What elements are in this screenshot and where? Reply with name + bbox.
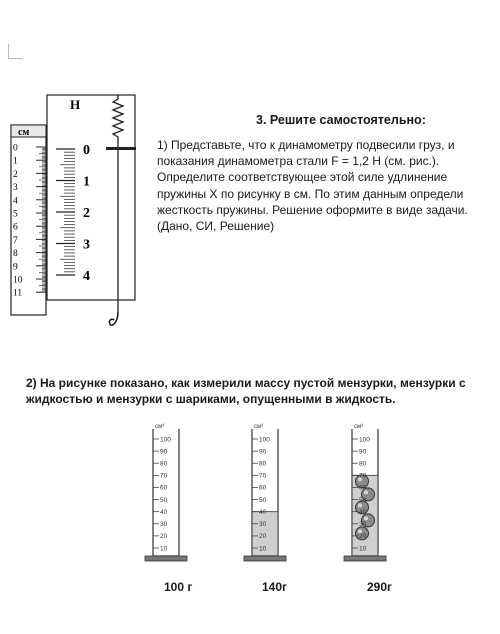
task1-text bbox=[157, 137, 497, 234]
volume-tick-label: 50 bbox=[259, 496, 267, 504]
newton-tick-label: 1 bbox=[83, 174, 90, 190]
cm-tick-label: 2 bbox=[13, 169, 18, 180]
cm-tick-label: 8 bbox=[13, 249, 18, 260]
volume-tick-label: 100 bbox=[359, 436, 370, 444]
cylinders-figure bbox=[0, 415, 500, 580]
volume-tick-label: 100 bbox=[259, 436, 270, 444]
cm-tick-label: 10 bbox=[13, 275, 23, 286]
task1-line: показания динамометра стали F = 1,2 Н (см. рис.). bbox=[157, 154, 440, 169]
volume-unit-label: см³ bbox=[254, 424, 264, 430]
task1-line: жесткость пружины. Решение оформите в виде задачи. bbox=[157, 202, 468, 217]
task1-line: Определите соответствующее этой силе удлинение bbox=[157, 170, 448, 185]
hook bbox=[109, 312, 118, 325]
cm-tick-label: 5 bbox=[13, 209, 18, 220]
graduated-cylinder bbox=[244, 424, 286, 561]
volume-tick-label: 30 bbox=[160, 521, 168, 529]
task-title: 3. Решите самостоятельно: bbox=[256, 113, 426, 127]
corner-mark bbox=[8, 44, 23, 59]
volume-tick-label: 40 bbox=[160, 508, 168, 516]
cm-tick-label: 0 bbox=[13, 143, 18, 154]
volume-tick-label: 80 bbox=[259, 460, 267, 468]
volume-tick-label: 40 bbox=[259, 508, 267, 516]
task2-text: 2) На рисунке показано, как измерили массу пустой мензурки, мензурки с жидкостью и мензурки с шариками, опущенными в жидкость. bbox=[26, 376, 466, 406]
cm-tick-label: 7 bbox=[13, 235, 18, 246]
volume-tick-label: 50 bbox=[359, 496, 367, 504]
cm-tick-label: 6 bbox=[13, 222, 18, 233]
volume-tick-label: 70 bbox=[160, 472, 168, 480]
mass-label-liquid: 140г bbox=[262, 580, 288, 594]
cm-tick-label: 11 bbox=[13, 288, 23, 299]
graduated-cylinder bbox=[145, 424, 187, 561]
volume-tick-label: 20 bbox=[259, 533, 267, 541]
ball-highlight bbox=[364, 516, 368, 520]
cm-tick-label: 4 bbox=[13, 196, 18, 207]
newton-unit-label: Н bbox=[70, 97, 81, 112]
mass-label-empty: 100 г bbox=[164, 580, 193, 594]
cm-tick-label: 9 bbox=[13, 262, 18, 273]
volume-tick-label: 10 bbox=[160, 545, 168, 553]
dynamometer-figure bbox=[0, 90, 150, 340]
mass-label-balls: 290г bbox=[367, 580, 393, 594]
volume-tick-label: 80 bbox=[160, 460, 168, 468]
volume-unit-label: см³ bbox=[155, 424, 165, 430]
newton-tick-label: 2 bbox=[83, 206, 90, 221]
volume-tick-label: 60 bbox=[359, 484, 367, 492]
newton-tick-label: 0 bbox=[83, 143, 90, 158]
volume-tick-label: 30 bbox=[359, 521, 367, 529]
volume-tick-label: 20 bbox=[160, 533, 168, 541]
volume-tick-label: 50 bbox=[160, 496, 168, 504]
graduated-cylinder bbox=[344, 424, 386, 561]
volume-tick-label: 90 bbox=[160, 448, 168, 456]
cm-unit-label: см bbox=[18, 127, 30, 138]
volume-tick-label: 40 bbox=[359, 508, 367, 516]
pointer bbox=[106, 147, 136, 150]
volume-tick-label: 10 bbox=[259, 545, 267, 553]
newton-tick-label: 3 bbox=[83, 237, 90, 253]
volume-tick-label: 100 bbox=[160, 436, 171, 444]
task1-line: 1) Представьте, что к динамометру подвесили груз, и bbox=[157, 138, 455, 152]
volume-tick-label: 90 bbox=[259, 448, 267, 456]
newton-tick-label: 4 bbox=[83, 269, 90, 284]
volume-tick-label: 10 bbox=[359, 545, 367, 553]
volume-tick-label: 80 bbox=[359, 460, 367, 468]
task1-line: (Дано, СИ, Решение) bbox=[157, 219, 275, 234]
volume-tick-label: 60 bbox=[259, 484, 267, 492]
cylinder-base bbox=[145, 556, 187, 561]
cm-tick-label: 1 bbox=[13, 156, 18, 167]
cylinder-base bbox=[344, 556, 386, 561]
task1-line: пружины X по рисунку в см. По этим данным определи bbox=[157, 186, 464, 201]
volume-tick-label: 70 bbox=[359, 472, 367, 480]
volume-tick-label: 60 bbox=[160, 484, 168, 492]
volume-unit-label: см³ bbox=[354, 424, 364, 430]
ball-highlight bbox=[358, 503, 362, 507]
cylinder-base bbox=[244, 556, 286, 561]
volume-tick-label: 20 bbox=[359, 533, 367, 541]
cm-tick-label: 3 bbox=[13, 183, 18, 194]
volume-tick-label: 30 bbox=[259, 521, 267, 529]
dynamometer-body bbox=[47, 95, 135, 300]
volume-tick-label: 70 bbox=[259, 472, 267, 480]
volume-tick-label: 90 bbox=[359, 448, 367, 456]
